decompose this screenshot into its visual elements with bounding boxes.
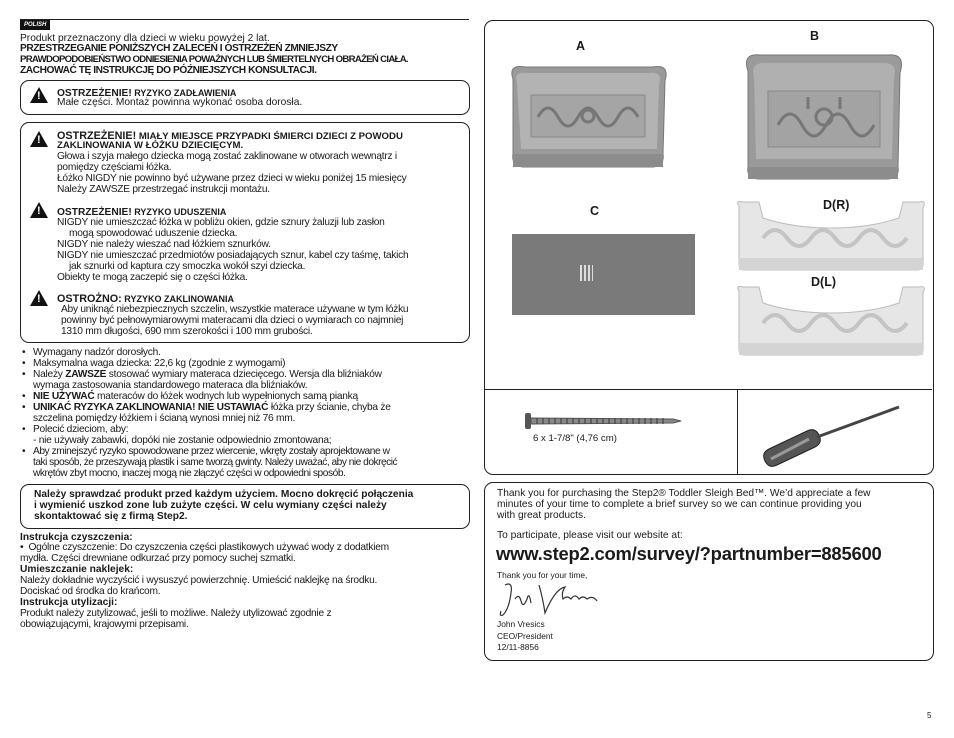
survey-text-2: minutes of your time to complete a brief survey so we can continue providing you <box>497 499 862 510</box>
survey-box <box>484 482 934 661</box>
caution-text-2: powinny być pełnowymiarowymi materacami dla dzieci o wymiarach co najmniej <box>61 315 404 326</box>
strangulation-text-6: Obiekty te mogą zaczepić się o części łóżka. <box>57 272 248 283</box>
sticker-text-2: Dociskać od środka do krańcom. <box>20 586 161 597</box>
top-rule <box>20 19 469 20</box>
list-item-continued: - nie używały zabawki, dopóki nie zostanie odpowiednio zmontowana; <box>33 435 332 446</box>
disposal-text-1: Produkt należy zutylizować, jeśli to możliwe. Należy utylizować zgodnie z <box>20 608 332 619</box>
caution-text-1: Aby uniknąć niebezpiecznych szczelin, wszystkie materace używane w tym łóżku <box>61 304 409 315</box>
page-number: 5 <box>927 711 932 720</box>
strangulation-text-2: mogą spowodować uduszenie dziecka. <box>69 228 238 239</box>
warning-triangle-icon: ! <box>30 290 48 306</box>
language-tag: POLISH <box>20 20 50 30</box>
list-item: • Aby zminejszyć ryzyko spowodowane przez wiercenie, wkręty zostały aprojektowane w <box>33 447 390 458</box>
inspection-text-2: i wymienić uszkod zone lub zużyte części. W celu wymiany części należy <box>34 500 387 511</box>
part-dr-label: D(R) <box>823 198 850 212</box>
choking-warning-text: Małe części. Montaż powinna wykonać osoba dorosła. <box>57 97 303 108</box>
list-item: • Wymagany nadzór dorosłych. <box>33 348 161 359</box>
entrapment-warning-title-2: ZAKLINOWANIA W ŁÓŻKU DZIECIĘCYM. <box>57 140 244 151</box>
warning-triangle-icon: ! <box>30 87 48 103</box>
entrapment-text-3: Łóżko NIGDY nie powinno być używane przez dzieci w wieku poniżej 15 miesięcy <box>57 173 407 184</box>
strangulation-text-5: jak sznurki od kaptura czy smoczka wokół szyi dziecka. <box>69 261 306 272</box>
footboard-b-image <box>738 47 910 185</box>
list-item: • Maksymalna waga dziecka: 22,6 kg (zgodnie z wymogami) <box>33 359 285 370</box>
entrapment-text-1: Głowa i szyja małego dziecka mogą zostać zaklinowane w otworach wewnątrz i <box>57 151 397 162</box>
choking-warning-box <box>20 80 470 115</box>
signature-image <box>495 579 605 621</box>
list-item-continued: wymaga zastosowania standardowego materaca dla bliźniaków. <box>33 380 308 391</box>
survey-text-3: with great products. <box>497 510 586 521</box>
strangulation-text-3: NIGDY nie należy wieszać nad łóżkiem sznurków. <box>57 239 271 250</box>
signatory-name: John Vresics <box>497 619 545 629</box>
sticker-sheet-c-image <box>512 234 695 315</box>
warning-triangle-icon: ! <box>30 131 48 147</box>
hardware-vertical-divider <box>737 389 738 474</box>
intro-warning-line-3: ZACHOWAĆ TĘ INSTRUKCJĘ DO PÓŹNIEJSZYCH KONSULTACJI. <box>20 65 317 76</box>
list-item-continued: szczelina pomiędzy łóżkiem i ścianą wynosi mniej niż 76 mm. <box>33 413 296 424</box>
part-c-label: C <box>590 204 600 218</box>
inspection-text-3: skontaktować się z firmą Step2. <box>34 511 188 522</box>
headboard-a-image <box>503 59 673 174</box>
list-item-continued: taki sposób, że przeszywają plastik i same tworzą gwinty. Należy uważać, aby nie dokręcić <box>33 457 398 468</box>
part-a-label: A <box>576 39 586 53</box>
caution-title: OSTROŻNO: RYZYKO ZAKLINOWANIA <box>57 293 234 305</box>
cleaning-text-2: mydła. Części drewniane odkurzać przy pomocy suchej szmatki. <box>20 553 296 564</box>
hardware-divider <box>485 389 932 390</box>
parts-box <box>484 20 934 475</box>
part-b-label: B <box>810 29 820 43</box>
list-item: • Polecić dzieciom, aby: <box>33 425 128 436</box>
choking-warning-title: OSTRZEŻENIE! RYZYKO ZADŁAWIENIA <box>57 88 237 99</box>
intro-warning-line-2: PRAWDOPODOBIEŃSTWO ODNIESIENIA POWAŻNYCH LUB ŚMIERTELNYCH OBRAŻEŃ CIAŁA. <box>20 54 408 65</box>
warnings-box <box>20 122 470 343</box>
list-item: • UNIKAĆ RYZYKA ZAKLINOWANIA! NIE USTAWIAĆ łóżka przy ścianie, chyba że <box>33 403 391 414</box>
part-dl-label: D(L) <box>811 275 836 289</box>
strangulation-warning-title: OSTRZEŻENIE! RYZYKO UDUSZENIA <box>57 207 227 218</box>
screw-size-label: 6 x 1-7/8" (4,76 cm) <box>533 433 617 444</box>
sticker-heading: Umieszczanie naklejek: <box>20 564 134 575</box>
survey-text-4: To participate, please visit our website at: <box>497 530 683 541</box>
list-item: • Należy ZAWSZE stosować wymiary materaca dziecięcego. Wersja dla bliźniaków <box>33 370 382 381</box>
caution-text-3: 1310 mm długości, 690 mm szerokości i 100 mm grubości. <box>61 326 313 337</box>
warning-triangle-icon: ! <box>30 202 48 218</box>
intro-age-text: Produkt przeznaczony dla dzieci w wieku powyżej 2 lat. <box>20 33 270 44</box>
inspection-text-1: Należy sprawdzać produkt przed każdym użyciem. Mocno dokręcić połączenia <box>34 489 414 500</box>
survey-text-1: Thank you for purchasing the Step2® Toddler Sleigh Bed™. We’d appreciate a few <box>497 488 871 499</box>
entrapment-warning-title-1: OSTRZEŻENIE! MIAŁY MIEJSCE PRZYPADKI ŚMIERCI DZIECI Z POWODU <box>57 130 403 142</box>
safety-bullet-list <box>33 348 473 478</box>
screwdriver-icon <box>757 403 907 473</box>
entrapment-text-4: Należy ZAWSZE przestrzegać instrukcji montażu. <box>57 184 270 195</box>
disposal-heading: Instrukcja utylizacji: <box>20 597 118 608</box>
list-item-continued: wkrętów zbyt mocno, inaczej mogą nie złączyć części w odpowiedni sposób. <box>33 468 346 479</box>
disposal-text-2: obowiązującymi, krajowymi przepisami. <box>20 619 189 630</box>
strangulation-text-1: NIGDY nie umieszczać łóżka w pobliżu okien, gdzie sznury żaluzji lub zasłon <box>57 217 385 228</box>
survey-thanks: Thank you for your time, <box>497 570 588 580</box>
inspection-notice-box <box>20 484 470 529</box>
side-rail-left-image <box>733 283 929 361</box>
side-rail-right-image <box>733 198 929 276</box>
sticker-mark <box>580 265 593 281</box>
list-item: • NIE UŻYWAĆ materaców do łóżek wodnych lub wypełnionych samą pianką <box>33 392 358 403</box>
survey-url-link[interactable]: www.step2.com/survey/?partnumber=885600 <box>496 543 882 564</box>
entrapment-text-2: pomiędzy częściami łóżka. <box>57 162 172 173</box>
screw-icon <box>523 411 683 431</box>
signatory-role: CEO/President <box>497 631 553 641</box>
intro-warning-line-1: PRZESTRZEGANIE PONIŻSZYCH ZALECEŃ I OSTRZEŻEŃ ZMNIEJSZY <box>20 43 338 54</box>
sticker-text-1: Należy dokładnie wyczyścić i wysuszyć powierzchnię. Umieścić naklejkę na środku. <box>20 575 378 586</box>
cleaning-heading: Instrukcja czyszczenia: <box>20 532 133 543</box>
document-code: 12/11-8856 <box>497 642 539 652</box>
cleaning-text-1: • Ogólne czyszczenie: Do czyszczenia części plastikowych używać wody z dodatkiem <box>20 542 389 553</box>
strangulation-text-4: NIGDY nie umieszczać przedmiotów posiadających sznur, kabel czy taśmę, takich <box>57 250 409 261</box>
